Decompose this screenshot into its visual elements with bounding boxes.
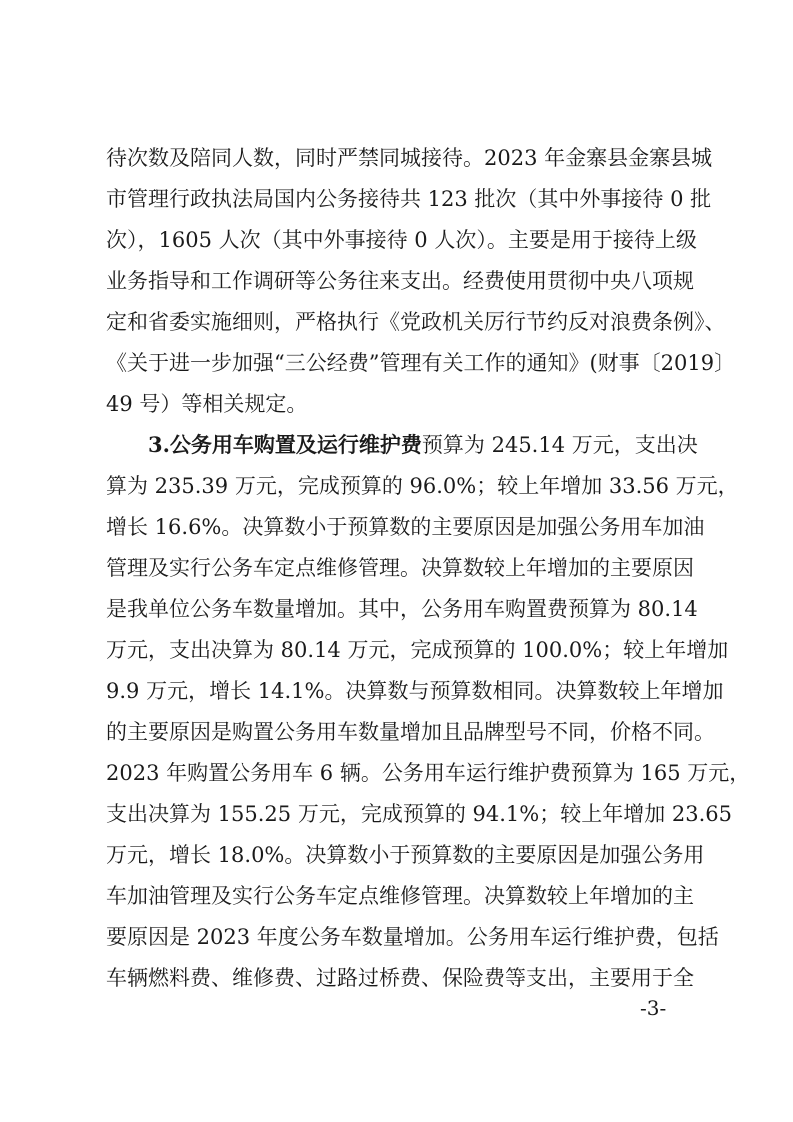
body-text-line: 《关于进一步加强“三公经费”管理有关工作的通知》(财事〔2019〕 — [106, 351, 736, 375]
body-text-line: 要原因是 2023 年度公务车数量增加。公务用车运行维护费，包括 — [106, 925, 719, 949]
body-text-line: 待次数及陪同人数，同时严禁同城接待。2023 年金寨县金寨县城 — [106, 146, 713, 170]
body-text-line: 支出决算为 155.25 万元，完成预算的 94.1%；较上年增加 23.65 — [106, 802, 733, 826]
body-text-line: 万元，增长 18.0%。决算数小于预算数的主要原因是加强公务用 — [106, 843, 705, 867]
body-text-line: 定和省委实施细则，严格执行《党政机关厉行节约反对浪费条例》、 — [106, 310, 726, 334]
body-text-line: 万元，支出决算为 80.14 万元，完成预算的 100.0%；较上年增加 — [106, 638, 729, 662]
section-first-line — [148, 432, 698, 457]
body-text-line: 2023 年购置公务用车 6 辆。公务用车运行维护费预算为 165 万元， — [106, 761, 751, 785]
body-text-line: 算为 235.39 万元，完成预算的 96.0%；较上年增加 33.56 万元， — [106, 474, 739, 498]
section-heading: 3.公务用车购置及运行维护费 — [148, 432, 422, 457]
body-text-line: 49 号）等相关规定。 — [106, 392, 308, 416]
page-number: -3- — [640, 996, 667, 1020]
body-text-line: 业务指导和工作调研等公务往来支出。经费使用贯彻中央八项规 — [106, 269, 694, 293]
section-first-line-text: 预算为 245.14 万元，支出决 — [421, 433, 698, 457]
body-text-line: 车辆燃料费、维修费、过路过桥费、保险费等支出，主要用于全 — [106, 966, 694, 990]
body-text-line: 次），1605 人次（其中外事接待 0 人次）。主要是用于接待上级 — [106, 228, 697, 252]
body-text-line: 车加油管理及实行公务车定点维修管理。决算数较上年增加的主 — [106, 884, 694, 908]
body-text-line: 市管理行政执法局国内公务接待共 123 批次（其中外事接待 0 批 — [106, 187, 712, 211]
body-text-line: 是我单位公务车数量增加。其中，公务用车购置费预算为 80.14 — [106, 597, 698, 621]
body-text-line: 9.9 万元，增长 14.1%。决算数与预算数相同。决算数较上年增加 — [106, 679, 724, 703]
body-text-line: 增长 16.6%。决算数小于预算数的主要原因是加强公务用车加油 — [106, 515, 705, 539]
body-text-line: 的主要原因是购置公务用车数量增加且品牌型号不同，价格不同。 — [106, 720, 715, 744]
body-text-line: 管理及实行公务车定点维修管理。决算数较上年增加的主要原因 — [106, 556, 694, 580]
